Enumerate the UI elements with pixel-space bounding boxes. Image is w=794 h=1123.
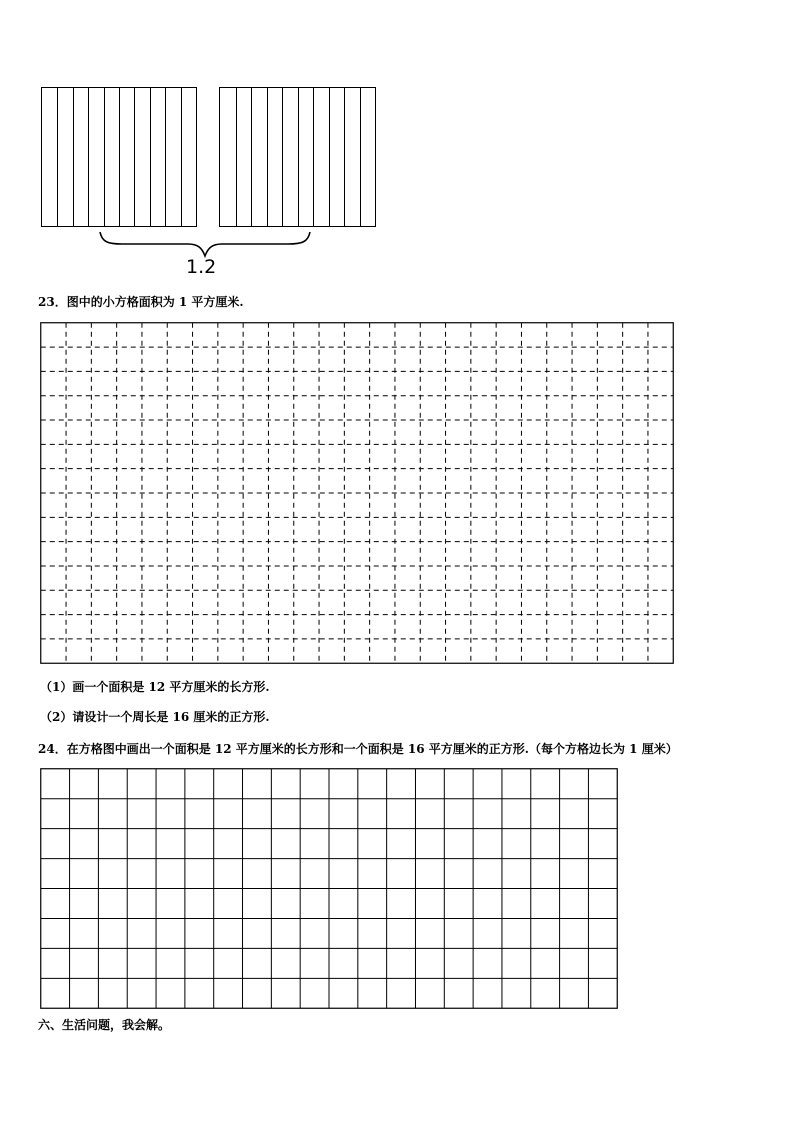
strip-line xyxy=(73,88,74,226)
section-6-title: 六、生活问题，我会解。 xyxy=(38,1018,171,1032)
strip-line xyxy=(236,88,237,226)
curly-brace xyxy=(98,228,312,258)
strip-line xyxy=(119,88,120,226)
strip-line xyxy=(57,88,58,226)
strip-line xyxy=(329,88,330,226)
left-striped-rectangle xyxy=(41,87,197,227)
strip-line xyxy=(251,88,252,226)
question-24-title: 24．在方格图中画出一个面积是 12 平方厘米的长方形和一个面积是 16 平方厘米的正方形.（每个方格边长为 1 厘米） xyxy=(38,742,678,756)
strip-line xyxy=(360,88,361,226)
strip-line xyxy=(134,88,135,226)
right-striped-rectangle xyxy=(219,87,376,227)
strip-line xyxy=(282,88,283,226)
question-23-title: 23．图中的小方格面积为 1 平方厘米. xyxy=(38,295,244,309)
strip-line xyxy=(313,88,314,226)
strip-line xyxy=(104,88,105,226)
strip-line xyxy=(344,88,345,226)
question-23-sub2: （2）请设计一个周长是 16 厘米的正方形. xyxy=(40,710,270,724)
question-23-sub1: （1）画一个面积是 12 平方厘米的长方形. xyxy=(40,680,270,694)
strip-line xyxy=(88,88,89,226)
strip-line xyxy=(150,88,151,226)
strip-line xyxy=(298,88,299,226)
strip-line xyxy=(165,88,166,226)
brace-label: 1.2 xyxy=(186,256,217,278)
dashed-grid-q23[interactable] xyxy=(40,322,674,664)
strip-line xyxy=(181,88,182,226)
solid-grid-q24[interactable] xyxy=(40,768,618,1009)
strip-line xyxy=(267,88,268,226)
